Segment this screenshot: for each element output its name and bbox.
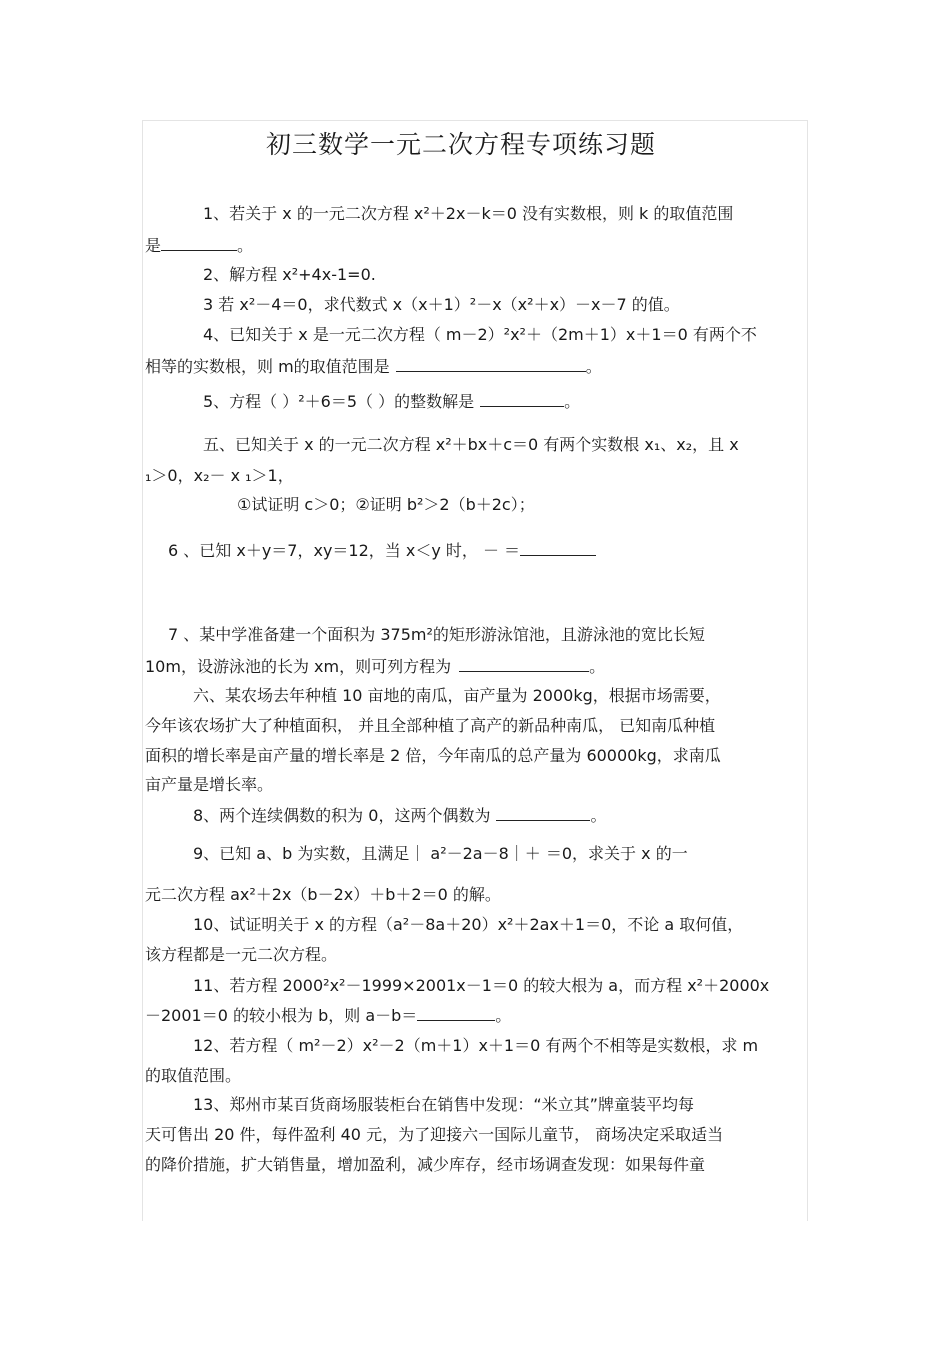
answer-blank <box>480 391 564 407</box>
q6b-line2: 今年该农场扩大了种植面积， 并且全部种植了高产的新品种南瓜， 已知南瓜种植 <box>145 716 716 735</box>
q6b-line1: 六、某农场去年种植 10 亩地的南瓜，亩产量为 2000kg，根据市场需要， <box>193 686 721 705</box>
q13-line3: 的降价措施，扩大销售量，增加盈利，减少库存，经市场调查发现：如果每件童 <box>145 1155 706 1174</box>
q10-line2: 该方程都是一元二次方程。 <box>145 945 338 964</box>
answer-blank <box>496 805 590 821</box>
q6b-line4: 亩产量是增长率。 <box>145 775 274 794</box>
answer-blank <box>520 540 596 556</box>
q5b-line3: ①试证明 c＞0；②证明 b²＞2（b＋2c）； <box>237 495 535 514</box>
q1-line1: 1、若关于 x 的一元二次方程 x²＋2x－k＝0 没有实数根，则 k 的取值范围 <box>203 204 734 223</box>
q1-line2: 是 。 <box>145 236 254 255</box>
q12-line1: 12、若方程（ m²－2）x²－2（m＋1）x＋1＝0 有两个不相等是实数根，求 m <box>193 1036 759 1055</box>
q12-line2: 的取值范围。 <box>145 1066 242 1085</box>
q13-line2: 天可售出 20 件，每件盈利 40 元，为了迎接六一国际儿童节， 商场决定采取适当 <box>145 1125 724 1144</box>
q10-line1: 10、试证明关于 x 的方程（a²－8a＋20）x²＋2ax＋1＝0，不论 a 取何值， <box>193 915 744 934</box>
q8-line: 8、两个连续偶数的积为 0，这两个偶数为 。 <box>193 806 607 825</box>
answer-blank <box>396 356 586 372</box>
q5b-line2: ₁＞0，x₂－ x ₁＞1， <box>145 466 294 485</box>
q11-line2: －2001＝0 的较小根为 b，则 a－b＝ 。 <box>145 1006 512 1025</box>
q5-line: 5、方程（ ）²＋6＝5（ ）的整数解是 。 <box>203 392 581 411</box>
q2-line: 2、解方程 x²+4x-1=0. <box>203 265 376 284</box>
answer-blank <box>417 1005 495 1021</box>
page-title: 初三数学一元二次方程专项练习题 <box>265 130 656 159</box>
q6-line: 6 、已知 x＋y＝7，xy＝12，当 x＜y 时， － ＝ <box>168 540 596 561</box>
q13-line1: 13、郑州市某百货商场服装柜台在销售中发现：“米立其”牌童装平均每 <box>193 1095 694 1114</box>
answer-blank <box>459 656 589 672</box>
q4-line2: 相等的实数根，则 m的取值范围是 。 <box>145 357 602 376</box>
q9-line2: 元二次方程 ax²＋2x（b－2x）＋b＋2＝0 的解。 <box>145 885 501 904</box>
q9-line1: 9、已知 a、b 为实数，且满足｜ a²－2a－8｜＋ ＝0，求关于 x 的一 <box>193 844 688 863</box>
answer-blank <box>161 235 237 251</box>
q7-line1: 7 、某中学准备建一个面积为 375m²的矩形游泳馆池，且游泳池的宽比长短 <box>168 625 705 644</box>
q3-line: 3 若 x²－4＝0，求代数式 x（x＋1）²－x（x²＋x）－x－7 的值。 <box>203 295 680 314</box>
q7-line2: 10m，设游泳池的长为 xm，则可列方程为 。 <box>145 657 606 676</box>
q6b-line3: 面积的增长率是亩产量的增长率是 2 倍，今年南瓜的总产量为 60000kg，求南瓜 <box>145 746 721 765</box>
q5b-line1: 五、已知关于 x 的一元二次方程 x²＋bx＋c＝0 有两个实数根 x₁、x₂，且 x <box>203 435 739 454</box>
q11-line1: 11、若方程 2000²x²－1999×2001x－1＝0 的较大根为 a，而方程 x²＋2000x <box>193 976 770 995</box>
q4-line1: 4、已知关于 x 是一元二次方程（ m－2）²x²＋（2m＋1）x＋1＝0 有两个不 <box>203 325 757 344</box>
